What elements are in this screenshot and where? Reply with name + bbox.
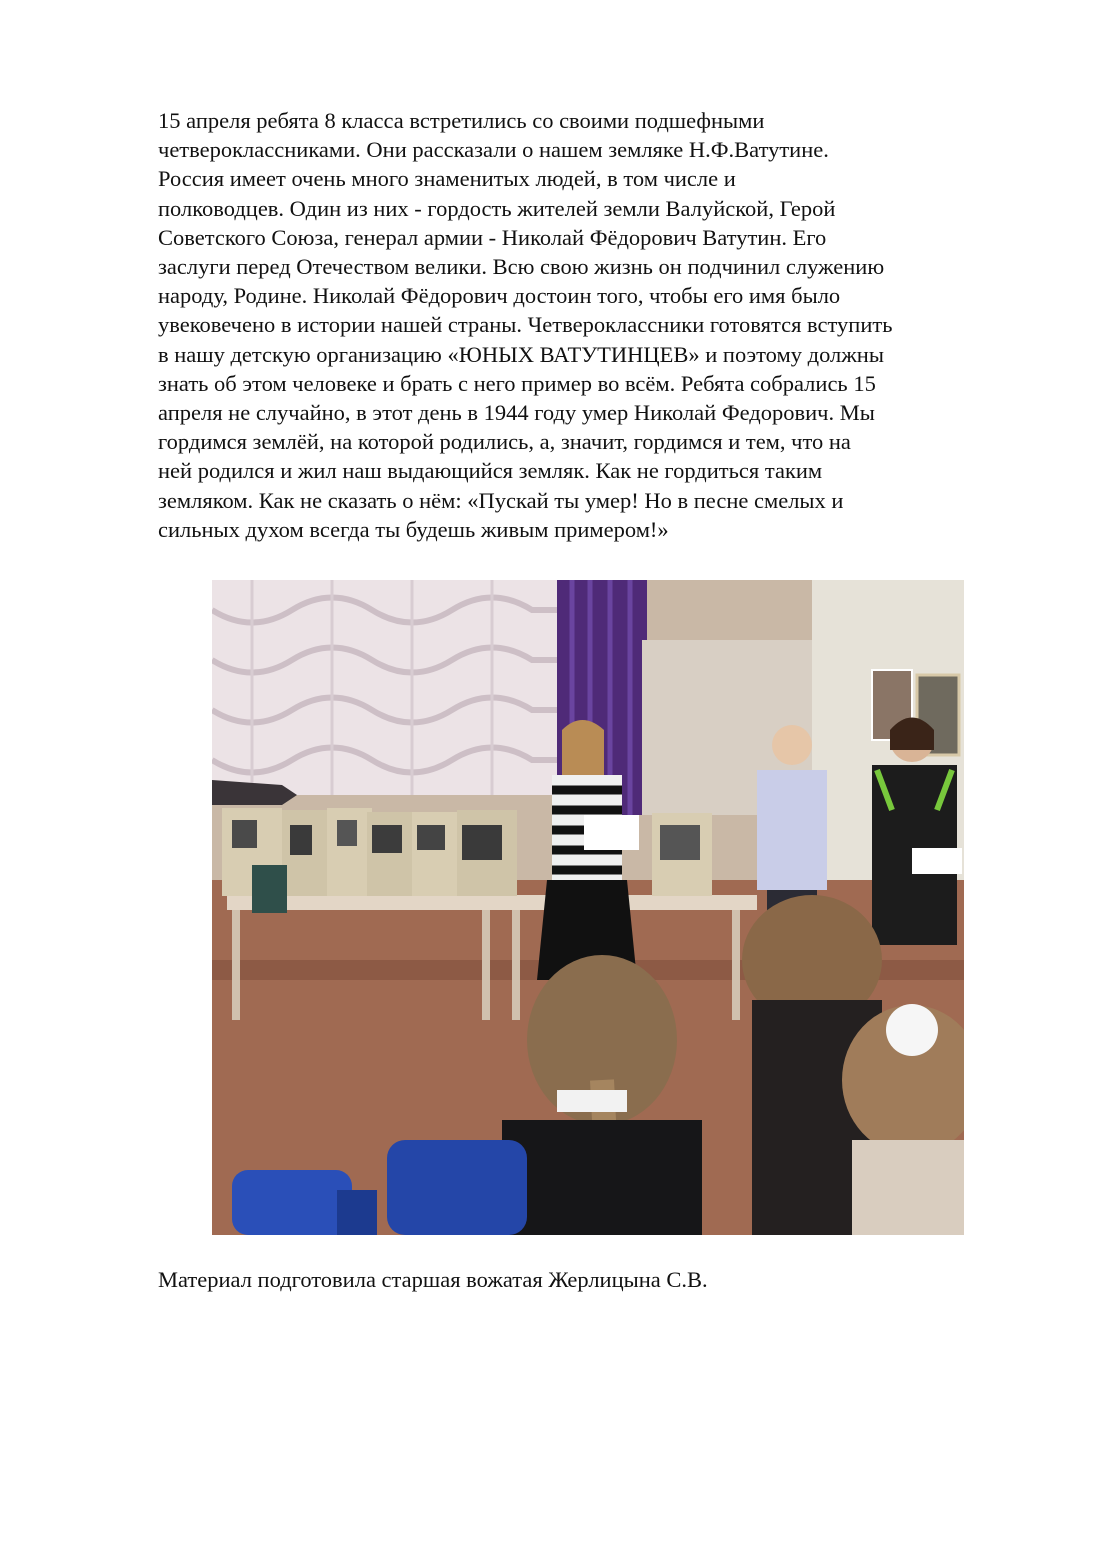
article-line: Россия имеет очень много знаменитых людей, в том числе и — [158, 166, 736, 192]
photo-caption: Материал подготовила старшая вожатая Жерлицына С.В. — [158, 1267, 708, 1292]
article-line: увековечено в истории нашей страны. Четвероклассники готовятся вступить — [158, 312, 893, 338]
white-curtain — [212, 580, 557, 795]
article-line: в нашу детскую организацию «ЮНЫХ ВАТУТИНЦЕВ» и поэтому должны — [158, 341, 884, 367]
article-text — [158, 106, 1038, 544]
article-line: Советского Союза, генерал армии - Николай Фёдорович Ватутин. Его — [158, 224, 827, 250]
seated-girl-bow — [842, 1004, 964, 1235]
article-line: сильных духом всегда ты будешь живым примером!» — [158, 516, 669, 542]
article-line: гордимся землёй, на которой родились, а, значит, гордимся и тем, что на — [158, 429, 851, 455]
article-line: четвероклассниками. Они рассказали о нашем земляке Н.Ф.Ватутине. — [158, 137, 829, 163]
article-line: знать об этом человеке и брать с него пример во всём. Ребята собрались 15 — [158, 370, 876, 396]
event-photo — [212, 580, 964, 1235]
article-line: ней родился и жил наш выдающийся земляк. Как не гордиться таким — [158, 458, 823, 484]
article-line: апреля не случайно, в этот день в 1944 году умер Николай Федорович. Мы — [158, 400, 875, 426]
article-line: полководцев. Один из них - гордость жителей земли Валуйской, Герой — [158, 195, 836, 221]
article-line: народу, Родине. Николай Фёдорович достоин того, чтобы его имя было — [158, 283, 841, 309]
article-line: заслуги перед Отечеством велики. Всю свою жизнь он подчинил служению — [158, 254, 885, 280]
article-line: 15 апреля ребята 8 класса встретились со своими подшефными — [158, 108, 765, 133]
article-line: земляком. Как не сказать о нём: «Пускай ты умер! Но в песне смелых и — [158, 487, 844, 513]
